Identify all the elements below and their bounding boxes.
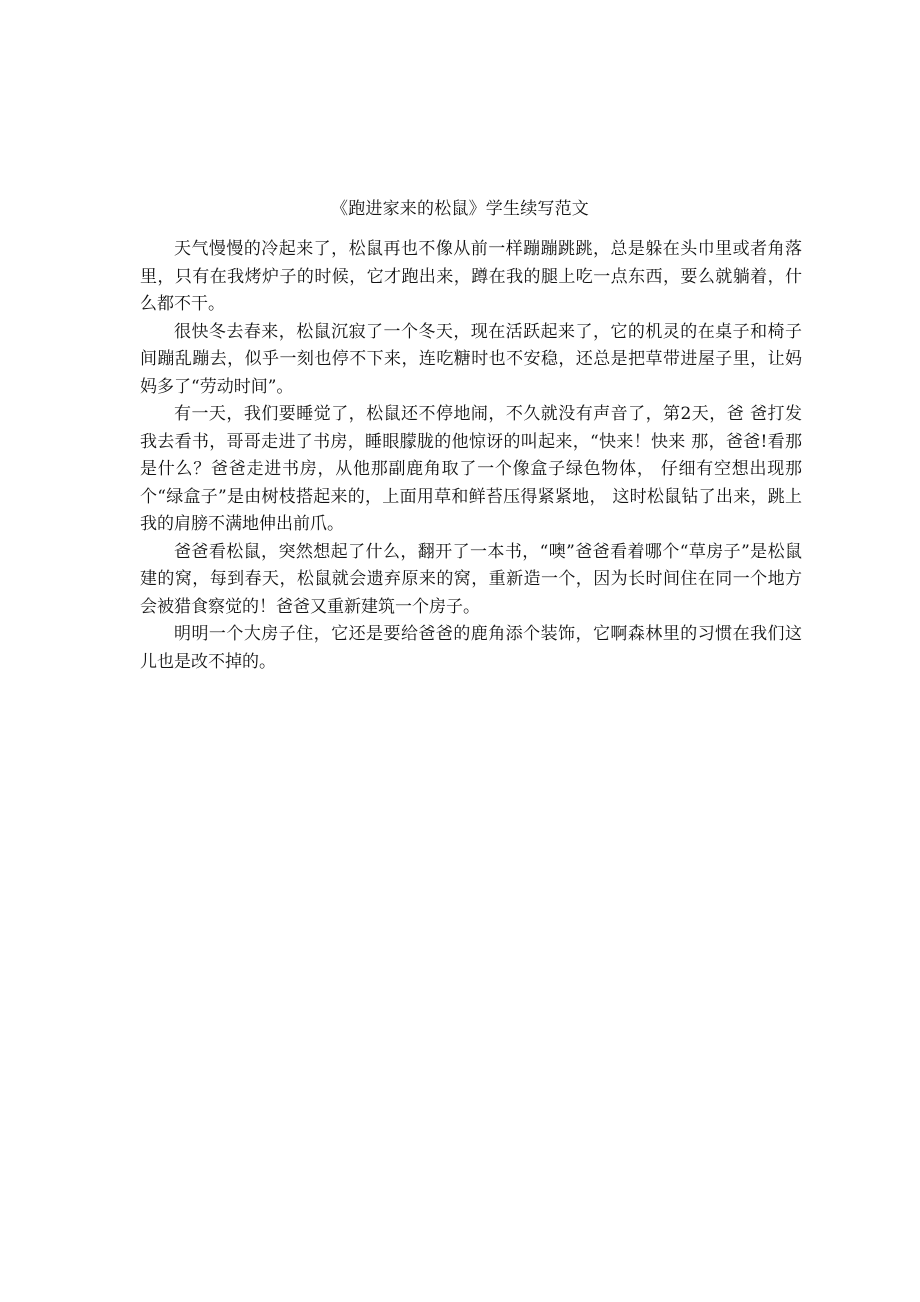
document-title: 《跑进家来的松鼠》学生续写范文 [331, 199, 589, 219]
paragraph-5: 明明一个大房子住，它还是要给爸爸的鹿角添个装饰，它啊森林里的习惯在我们这儿也是改不掉的。 [140, 624, 802, 672]
paragraph-1: 天气慢慢的冷起来了，松鼠再也不像从前一样蹦蹦跳跳，总是躲在头巾里或者角落里，只有在我烤炉子的时候，它才跑出来，蹲在我的腿上吃一点东西，要么就躺着，什么都不干。 [140, 239, 802, 314]
document-body [140, 236, 802, 676]
paragraph-2: 很快冬去春来，松鼠沉寂了一个冬天，现在活跃起来了，它的机灵的在桌子和椅子间蹦乱蹦去，似乎一刻也停不下来，连吃糖时也不安稳，还总是把草带进屋子里，让妈妈多了“劳动时间”。 [140, 321, 802, 397]
paragraph-4: 爸爸看松鼠，突然想起了什么，翻开了一本书，“噢”爸爸看着哪个“草房子”是松鼠建的窝，每到春天，松鼠就会遗弃原来的窝，重新造一个，因为长时间住在同一个地方会被猎食察觉的！爸爸又重新建筑一个房子。 [140, 541, 802, 617]
paragraph-3: 有一天，我们要睡觉了，松鼠还不停地闹，不久就没有声音了，第2天，爸 爸打发我去看书，哥哥走进了书房，睡眼朦胧的他惊讶的叫起来，“快来！快来 那，爸爸!看那是什么？爸爸走进书房，从他那副鹿角取了一个像盒子绿色物体， 仔细有空想出现那个“绿盒子”是由树枝搭起来的，上面用草和鲜苔压得紧紧地， 这时松鼠钻了出来，跳上我的肩膀不满地伸出前爪。 [140, 404, 802, 534]
